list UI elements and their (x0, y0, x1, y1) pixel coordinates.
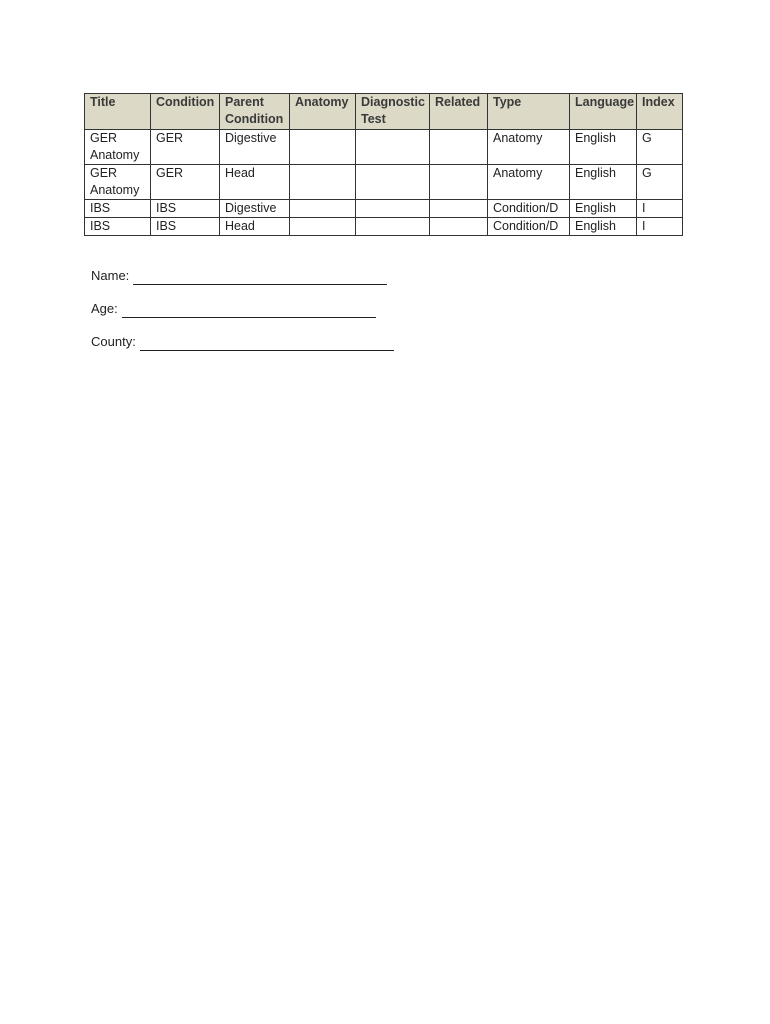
header-type: Type (488, 94, 570, 130)
header-condition: Condition (151, 94, 220, 130)
cell-diagnostic-test (356, 165, 430, 200)
cell-index: G (637, 130, 683, 165)
cell-related (430, 200, 488, 218)
header-index: Index (637, 94, 683, 130)
cell-parent-condition: Head (220, 165, 290, 200)
header-title: Title (85, 94, 151, 130)
cell-parent-condition: Digestive (220, 130, 290, 165)
age-label: Age: (91, 301, 118, 316)
cell-type: Anatomy (488, 130, 570, 165)
table-row (85, 218, 683, 236)
table-row (85, 130, 683, 165)
cell-language: English (570, 130, 637, 165)
cell-condition: GER (151, 165, 220, 200)
cell-condition: IBS (151, 200, 220, 218)
cell-condition: GER (151, 130, 220, 165)
cell-diagnostic-test (356, 200, 430, 218)
cell-language: English (570, 218, 637, 236)
cell-diagnostic-test (356, 218, 430, 236)
county-field[interactable] (140, 334, 394, 351)
county-row (91, 334, 394, 367)
name-row (91, 268, 394, 301)
cell-anatomy (290, 218, 356, 236)
name-field[interactable] (133, 268, 387, 285)
cell-type: Condition/D (488, 200, 570, 218)
cell-related (430, 130, 488, 165)
cell-related (430, 218, 488, 236)
cell-title: GER Anatomy (85, 165, 151, 200)
personal-info-form (91, 268, 394, 367)
name-label: Name: (91, 268, 130, 283)
cell-type: Condition/D (488, 218, 570, 236)
cell-index: G (637, 165, 683, 200)
header-anatomy: Anatomy (290, 94, 356, 130)
age-field[interactable] (122, 301, 376, 318)
table-row (85, 200, 683, 218)
cell-title: IBS (85, 200, 151, 218)
cell-language: English (570, 200, 637, 218)
cell-condition: IBS (151, 218, 220, 236)
cell-title: GER Anatomy (85, 130, 151, 165)
cell-type: Anatomy (488, 165, 570, 200)
cell-anatomy (290, 130, 356, 165)
cell-title: IBS (85, 218, 151, 236)
cell-language: English (570, 165, 637, 200)
table-row (85, 165, 683, 200)
cell-index: I (637, 218, 683, 236)
table-header-row (85, 94, 683, 130)
cell-related (430, 165, 488, 200)
header-language: Language (570, 94, 637, 130)
cell-index: I (637, 200, 683, 218)
county-label: County: (91, 334, 136, 349)
header-related: Related (430, 94, 488, 130)
age-row (91, 301, 394, 334)
cell-anatomy (290, 200, 356, 218)
cell-anatomy (290, 165, 356, 200)
cell-parent-condition: Head (220, 218, 290, 236)
header-parent-condition: Parent Condition (220, 94, 290, 130)
cell-parent-condition: Digestive (220, 200, 290, 218)
cell-diagnostic-test (356, 130, 430, 165)
index-table (84, 93, 683, 236)
header-diagnostic-test: Diagnostic Test (356, 94, 430, 130)
